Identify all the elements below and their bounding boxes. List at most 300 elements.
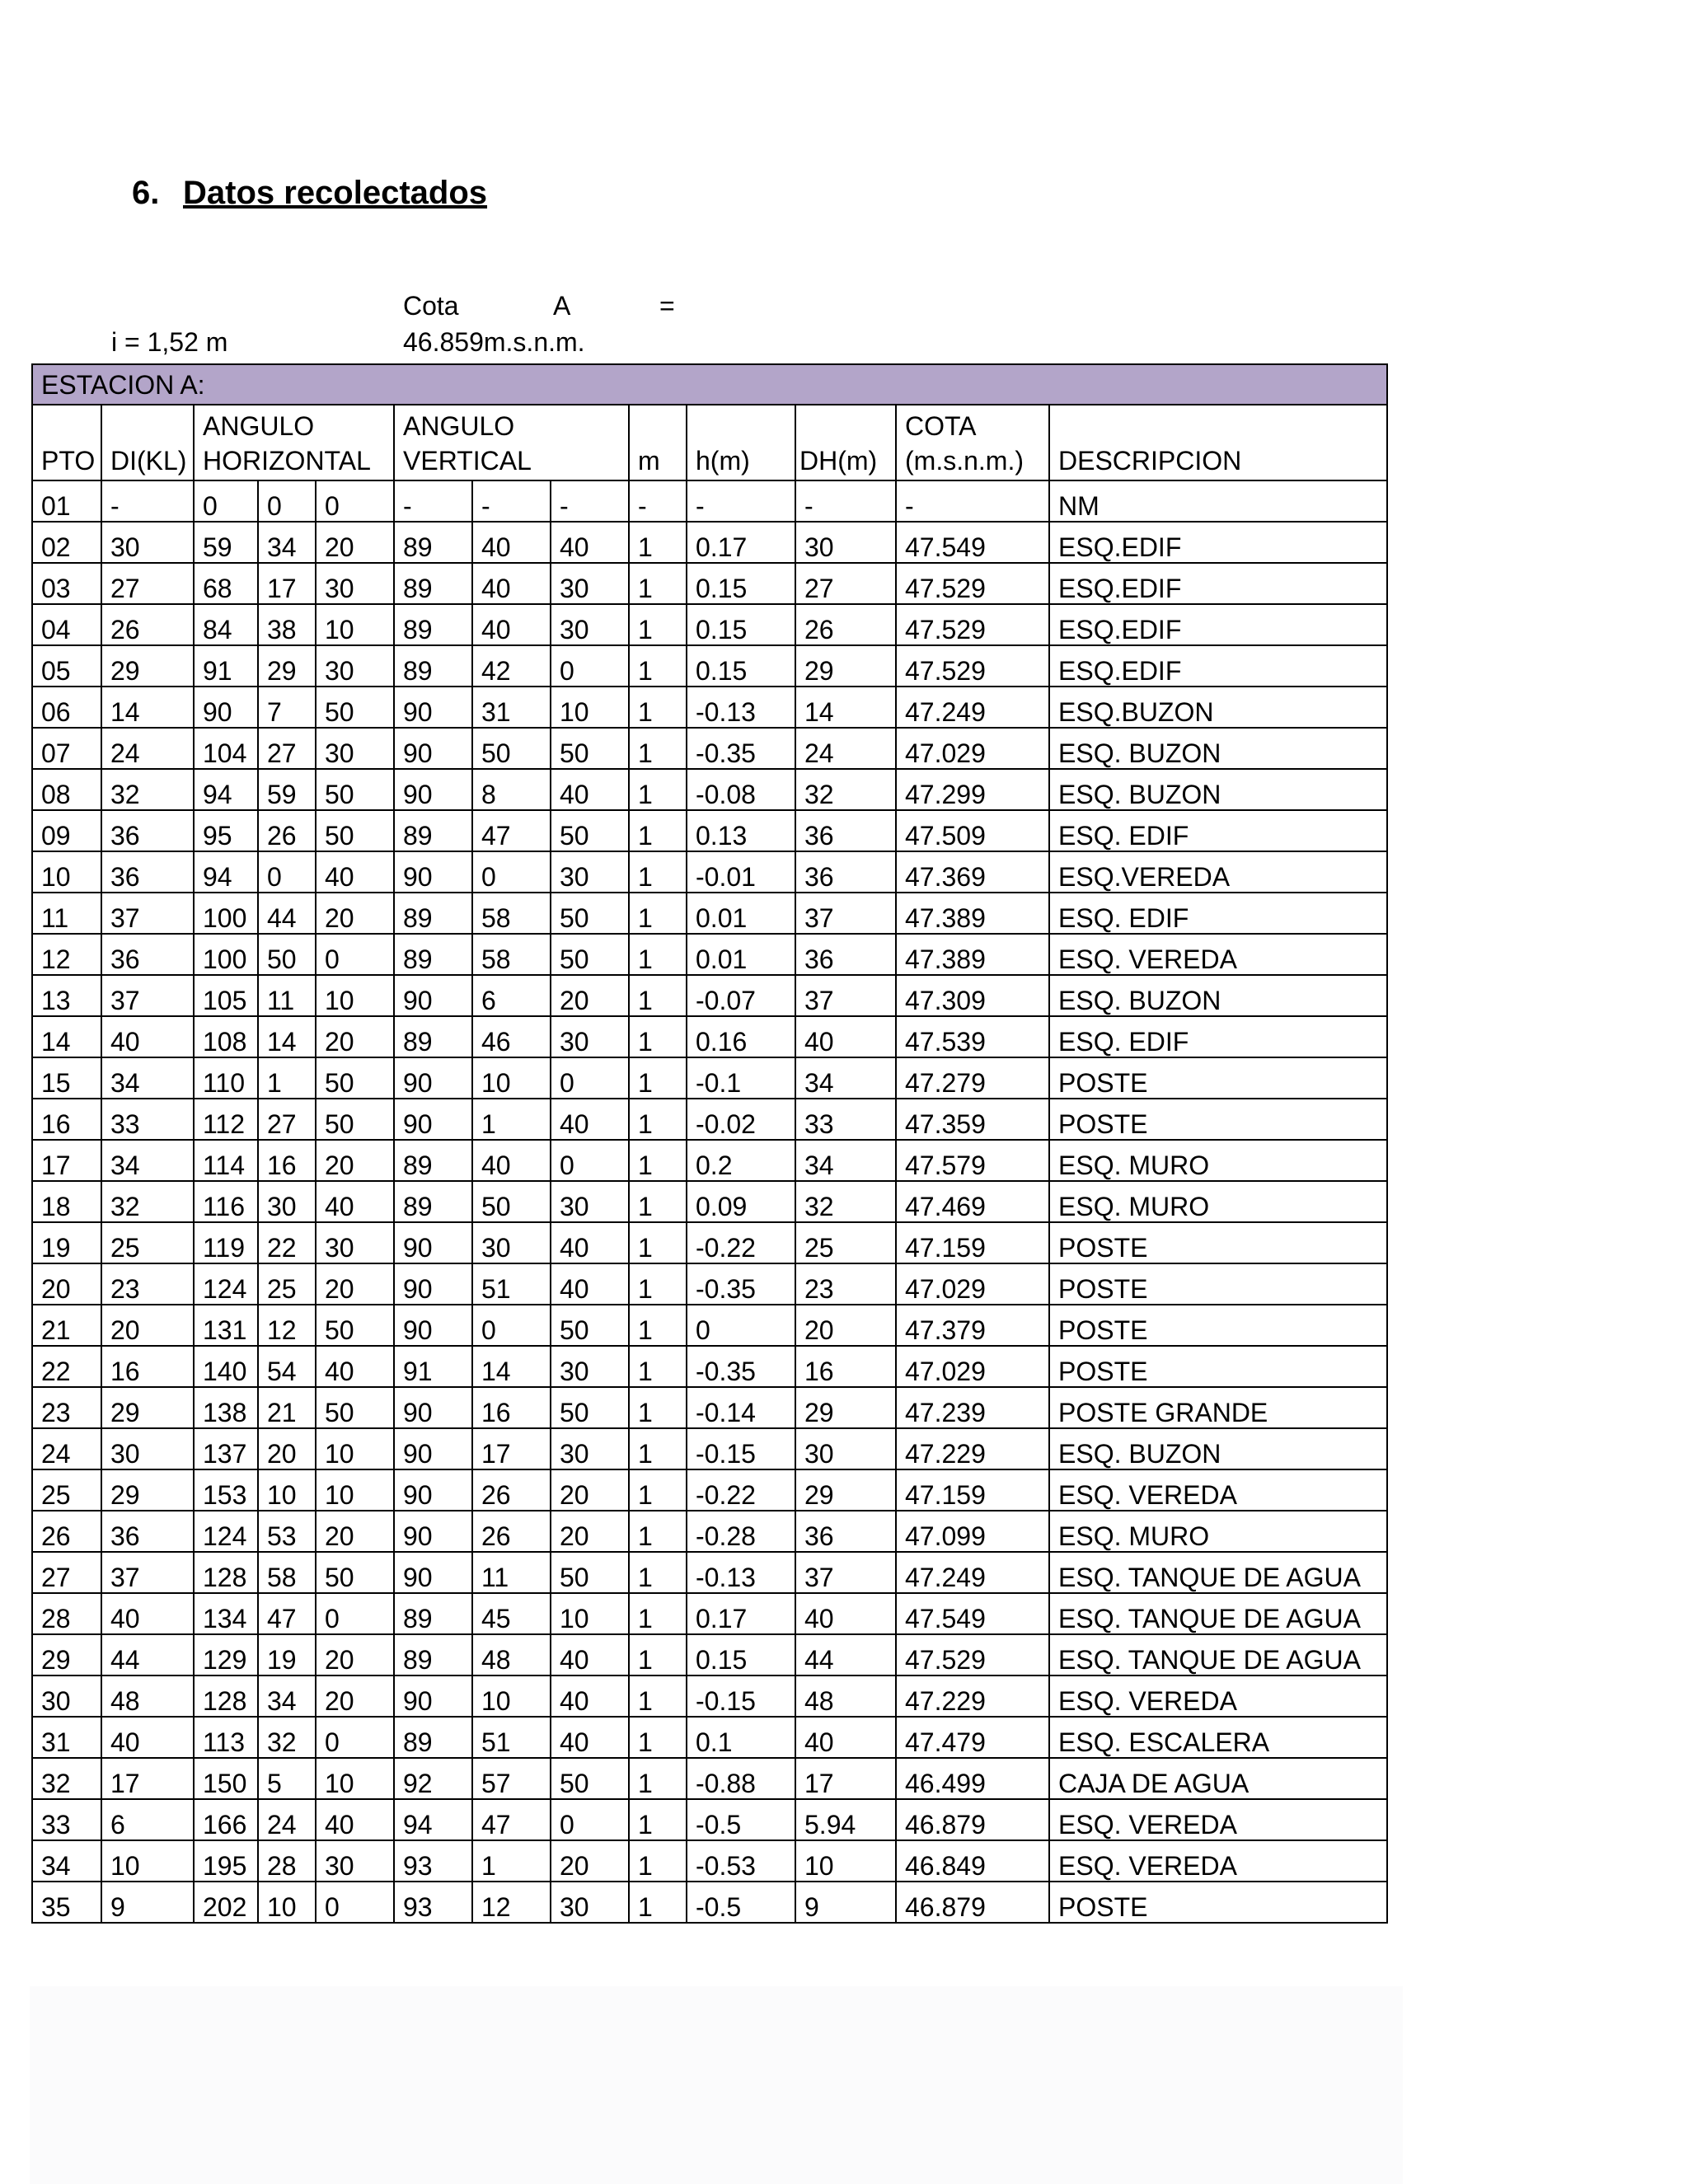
cell-ang-h-sec: 30 xyxy=(316,563,394,604)
cell-ang-h-min: 58 xyxy=(258,1552,316,1593)
station-label: ESTACION A: xyxy=(32,364,1387,405)
cell-m: 1 xyxy=(629,645,687,687)
cell-ang-v-sec: 30 xyxy=(551,563,629,604)
cell-descripcion: ESQ. EDIF xyxy=(1049,810,1387,851)
cell-ang-h-deg: 129 xyxy=(194,1634,258,1675)
cell-ang-v-min: 6 xyxy=(472,975,551,1016)
cell-ang-v-sec: 50 xyxy=(551,810,629,851)
cell-di: 48 xyxy=(101,1675,194,1717)
cell-pto: 27 xyxy=(32,1552,101,1593)
cell-dh: 34 xyxy=(795,1140,896,1181)
cell-cota: 47.529 xyxy=(896,604,1049,645)
cell-ang-v-deg: 90 xyxy=(394,687,472,728)
table-row xyxy=(32,1758,1387,1799)
cell-ang-v-deg: 94 xyxy=(394,1799,472,1840)
cell-dh: 40 xyxy=(795,1717,896,1758)
survey-data-table xyxy=(31,363,1388,1924)
cell-h: 0.1 xyxy=(687,1717,795,1758)
cell-ang-h-min: 47 xyxy=(258,1593,316,1634)
cell-ang-v-sec: 0 xyxy=(551,645,629,687)
cell-ang-h-min: 28 xyxy=(258,1840,316,1882)
table-row xyxy=(32,1099,1387,1140)
cell-ang-v-min: 40 xyxy=(472,604,551,645)
cell-ang-h-min: 12 xyxy=(258,1305,316,1346)
cell-dh: 36 xyxy=(795,810,896,851)
cell-ang-v-deg: 89 xyxy=(394,604,472,645)
cell-ang-v-min: 57 xyxy=(472,1758,551,1799)
cell-cota: 46.849 xyxy=(896,1840,1049,1882)
cell-ang-h-min: 26 xyxy=(258,810,316,851)
cell-ang-h-deg: 113 xyxy=(194,1717,258,1758)
cell-h: 0.2 xyxy=(687,1140,795,1181)
cell-ang-h-deg: 124 xyxy=(194,1511,258,1552)
cell-cota: 47.539 xyxy=(896,1016,1049,1057)
cell-ang-h-sec: 40 xyxy=(316,1181,394,1222)
cell-ang-h-deg: 128 xyxy=(194,1552,258,1593)
cell-ang-h-min: 50 xyxy=(258,934,316,975)
cell-ang-v-sec: 20 xyxy=(551,1840,629,1882)
cell-ang-h-min: 54 xyxy=(258,1346,316,1387)
cell-h: 0.15 xyxy=(687,604,795,645)
cell-descripcion: POSTE xyxy=(1049,1305,1387,1346)
table-row xyxy=(32,687,1387,728)
cell-ang-h-deg: 124 xyxy=(194,1263,258,1305)
cell-ang-h-sec: 30 xyxy=(316,1840,394,1882)
cell-ang-v-min: 46 xyxy=(472,1016,551,1057)
cell-ang-v-deg: 90 xyxy=(394,1263,472,1305)
cell-h: 0.15 xyxy=(687,1634,795,1675)
cell-ang-h-sec: 0 xyxy=(316,1593,394,1634)
cell-h: -0.53 xyxy=(687,1840,795,1882)
cell-di: 27 xyxy=(101,563,194,604)
cell-ang-h-sec: 50 xyxy=(316,687,394,728)
cell-ang-v-sec: 50 xyxy=(551,1758,629,1799)
cell-ang-h-sec: 40 xyxy=(316,1799,394,1840)
cell-m: 1 xyxy=(629,975,687,1016)
cell-ang-h-deg: 105 xyxy=(194,975,258,1016)
cell-h: -0.28 xyxy=(687,1511,795,1552)
cell-pto: 14 xyxy=(32,1016,101,1057)
cell-ang-v-sec: 30 xyxy=(551,851,629,893)
cell-ang-h-deg: 95 xyxy=(194,810,258,851)
cell-h: -0.15 xyxy=(687,1675,795,1717)
cell-descripcion: ESQ. TANQUE DE AGUA xyxy=(1049,1593,1387,1634)
cell-ang-v-deg: 89 xyxy=(394,1634,472,1675)
cell-m: 1 xyxy=(629,1057,687,1099)
cell-ang-h-min: 53 xyxy=(258,1511,316,1552)
cell-ang-v-deg: 90 xyxy=(394,851,472,893)
cell-m: 1 xyxy=(629,851,687,893)
cell-m: 1 xyxy=(629,1387,687,1428)
cell-m: 1 xyxy=(629,810,687,851)
cell-ang-h-sec: 0 xyxy=(316,934,394,975)
cell-pto: 12 xyxy=(32,934,101,975)
cell-ang-h-sec: 0 xyxy=(316,1717,394,1758)
cell-ang-v-sec: 20 xyxy=(551,975,629,1016)
cell-descripcion: ESQ. EDIF xyxy=(1049,1016,1387,1057)
cell-ang-v-deg: 89 xyxy=(394,1016,472,1057)
cell-ang-h-min: 25 xyxy=(258,1263,316,1305)
cell-ang-v-deg: 90 xyxy=(394,769,472,810)
cell-descripcion: ESQ. VEREDA xyxy=(1049,1675,1387,1717)
col-header-descripcion: DESCRIPCION xyxy=(1049,405,1387,480)
cell-m: 1 xyxy=(629,687,687,728)
cell-ang-h-sec: 20 xyxy=(316,893,394,934)
cell-cota: 47.529 xyxy=(896,1634,1049,1675)
cell-cota: 47.159 xyxy=(896,1222,1049,1263)
cell-descripcion: ESQ.EDIF xyxy=(1049,563,1387,604)
cell-dh: 36 xyxy=(795,1511,896,1552)
table-row xyxy=(32,1840,1387,1882)
cell-m: 1 xyxy=(629,1552,687,1593)
cell-h: -0.22 xyxy=(687,1469,795,1511)
cell-ang-v-min: 26 xyxy=(472,1469,551,1511)
cell-m: 1 xyxy=(629,1181,687,1222)
elevation-value: 46.859m.s.n.m. xyxy=(403,327,585,357)
table-row xyxy=(32,1387,1387,1428)
cell-ang-h-sec: 0 xyxy=(316,1882,394,1923)
cell-ang-h-deg: 100 xyxy=(194,893,258,934)
cell-ang-v-deg: 93 xyxy=(394,1840,472,1882)
cell-pto: 10 xyxy=(32,851,101,893)
cell-ang-v-sec: 40 xyxy=(551,1675,629,1717)
cell-ang-h-min: 11 xyxy=(258,975,316,1016)
cell-ang-v-min: 40 xyxy=(472,1140,551,1181)
cell-ang-h-min: 44 xyxy=(258,893,316,934)
cell-ang-h-sec: 20 xyxy=(316,1675,394,1717)
cell-cota: 47.479 xyxy=(896,1717,1049,1758)
cell-ang-h-deg: 195 xyxy=(194,1840,258,1882)
cell-dh: 36 xyxy=(795,851,896,893)
cell-ang-v-min: 42 xyxy=(472,645,551,687)
cell-ang-h-sec: 40 xyxy=(316,1346,394,1387)
cell-ang-v-deg: 89 xyxy=(394,1181,472,1222)
cell-pto: 24 xyxy=(32,1428,101,1469)
cell-dh: 30 xyxy=(795,522,896,563)
cell-ang-v-sec: 40 xyxy=(551,769,629,810)
cell-ang-v-deg: 90 xyxy=(394,1469,472,1511)
cell-cota: 47.509 xyxy=(896,810,1049,851)
cell-m: - xyxy=(629,480,687,522)
cell-ang-h-deg: 0 xyxy=(194,480,258,522)
cell-cota: 47.309 xyxy=(896,975,1049,1016)
cell-ang-h-deg: 150 xyxy=(194,1758,258,1799)
cell-m: 1 xyxy=(629,1840,687,1882)
cell-descripcion: ESQ. BUZON xyxy=(1049,769,1387,810)
cell-ang-v-min: 16 xyxy=(472,1387,551,1428)
cell-di: 23 xyxy=(101,1263,194,1305)
cell-ang-v-min: - xyxy=(472,480,551,522)
cell-di: 30 xyxy=(101,1428,194,1469)
cell-m: 1 xyxy=(629,1717,687,1758)
cell-pto: 29 xyxy=(32,1634,101,1675)
col-header-di: DI(KL) xyxy=(101,405,194,480)
cell-cota: 47.529 xyxy=(896,645,1049,687)
cell-h: 0.01 xyxy=(687,893,795,934)
cell-pto: 31 xyxy=(32,1717,101,1758)
table-row xyxy=(32,893,1387,934)
cell-m: 1 xyxy=(629,769,687,810)
cell-ang-h-deg: 91 xyxy=(194,645,258,687)
cell-m: 1 xyxy=(629,1799,687,1840)
cell-ang-v-deg: 90 xyxy=(394,1675,472,1717)
cell-ang-v-deg: 90 xyxy=(394,1099,472,1140)
cell-m: 1 xyxy=(629,1634,687,1675)
cell-cota: 47.379 xyxy=(896,1305,1049,1346)
cell-ang-v-sec: 40 xyxy=(551,1717,629,1758)
cell-m: 1 xyxy=(629,1263,687,1305)
cell-ang-h-min: 19 xyxy=(258,1634,316,1675)
cell-descripcion: CAJA DE AGUA xyxy=(1049,1758,1387,1799)
cell-dh: 17 xyxy=(795,1758,896,1799)
table-row xyxy=(32,1511,1387,1552)
cell-ang-h-sec: 0 xyxy=(316,480,394,522)
cell-dh: 48 xyxy=(795,1675,896,1717)
cell-ang-h-min: 59 xyxy=(258,769,316,810)
cell-ang-h-deg: 68 xyxy=(194,563,258,604)
cell-pto: 33 xyxy=(32,1799,101,1840)
cell-ang-h-deg: 140 xyxy=(194,1346,258,1387)
cell-descripcion: ESQ. VEREDA xyxy=(1049,1799,1387,1840)
cell-ang-v-min: 51 xyxy=(472,1263,551,1305)
cell-dh: 20 xyxy=(795,1305,896,1346)
cell-ang-h-sec: 20 xyxy=(316,522,394,563)
table-row xyxy=(32,1016,1387,1057)
cell-ang-v-min: 45 xyxy=(472,1593,551,1634)
cell-h: -0.07 xyxy=(687,975,795,1016)
cell-ang-v-min: 47 xyxy=(472,810,551,851)
cell-di: 37 xyxy=(101,1552,194,1593)
cell-h: -0.5 xyxy=(687,1799,795,1840)
table-row xyxy=(32,728,1387,769)
cell-ang-h-deg: 128 xyxy=(194,1675,258,1717)
cell-ang-h-sec: 30 xyxy=(316,645,394,687)
cell-pto: 16 xyxy=(32,1099,101,1140)
cell-h: 0.17 xyxy=(687,522,795,563)
cell-ang-v-min: 1 xyxy=(472,1840,551,1882)
cell-ang-h-sec: 20 xyxy=(316,1634,394,1675)
cell-ang-h-min: 10 xyxy=(258,1882,316,1923)
cell-ang-h-min: 34 xyxy=(258,522,316,563)
cell-ang-h-min: 21 xyxy=(258,1387,316,1428)
cell-ang-v-min: 0 xyxy=(472,851,551,893)
cell-ang-h-sec: 20 xyxy=(316,1263,394,1305)
cell-ang-h-deg: 90 xyxy=(194,687,258,728)
cell-dh: 27 xyxy=(795,563,896,604)
cell-descripcion: POSTE xyxy=(1049,1882,1387,1923)
col-header-m: m xyxy=(629,405,687,480)
cell-ang-v-min: 12 xyxy=(472,1882,551,1923)
cell-ang-h-sec: 30 xyxy=(316,728,394,769)
cell-descripcion: ESQ. VEREDA xyxy=(1049,1840,1387,1882)
cell-ang-h-deg: 119 xyxy=(194,1222,258,1263)
cell-ang-h-min: 20 xyxy=(258,1428,316,1469)
cell-ang-v-deg: 89 xyxy=(394,810,472,851)
cell-h: - xyxy=(687,480,795,522)
cell-pto: 26 xyxy=(32,1511,101,1552)
cell-h: 0.16 xyxy=(687,1016,795,1057)
cell-m: 1 xyxy=(629,1882,687,1923)
cell-ang-v-min: 40 xyxy=(472,522,551,563)
cell-h: -0.35 xyxy=(687,1263,795,1305)
cell-h: -0.13 xyxy=(687,687,795,728)
cell-descripcion: ESQ.EDIF xyxy=(1049,522,1387,563)
cell-m: 1 xyxy=(629,522,687,563)
cell-ang-h-sec: 30 xyxy=(316,1222,394,1263)
cell-pto: 03 xyxy=(32,563,101,604)
cell-cota: 47.279 xyxy=(896,1057,1049,1099)
cell-di: 36 xyxy=(101,810,194,851)
cell-m: 1 xyxy=(629,1346,687,1387)
table-row xyxy=(32,1552,1387,1593)
cell-pto: 06 xyxy=(32,687,101,728)
elevation-equals: = xyxy=(659,291,675,321)
table-row xyxy=(32,1593,1387,1634)
cell-descripcion: ESQ. MURO xyxy=(1049,1140,1387,1181)
cell-di: 32 xyxy=(101,769,194,810)
cell-descripcion: ESQ.VEREDA xyxy=(1049,851,1387,893)
cell-cota: 47.249 xyxy=(896,1552,1049,1593)
cell-cota: 47.029 xyxy=(896,1346,1049,1387)
cell-ang-v-sec: 30 xyxy=(551,1346,629,1387)
cell-di: 16 xyxy=(101,1346,194,1387)
cell-ang-h-sec: 20 xyxy=(316,1016,394,1057)
cell-descripcion: ESQ. TANQUE DE AGUA xyxy=(1049,1634,1387,1675)
cell-ang-v-deg: 90 xyxy=(394,1387,472,1428)
cell-ang-v-deg: 90 xyxy=(394,728,472,769)
instrument-height: i = 1,52 m xyxy=(111,327,228,357)
cell-ang-h-deg: 110 xyxy=(194,1057,258,1099)
cell-ang-h-min: 5 xyxy=(258,1758,316,1799)
cell-ang-h-sec: 50 xyxy=(316,810,394,851)
cell-ang-v-sec: 40 xyxy=(551,1634,629,1675)
cell-h: -0.35 xyxy=(687,728,795,769)
cell-di: 9 xyxy=(101,1882,194,1923)
cell-ang-h-min: 0 xyxy=(258,851,316,893)
cell-di: 36 xyxy=(101,851,194,893)
table-row xyxy=(32,975,1387,1016)
cell-ang-v-sec: 40 xyxy=(551,522,629,563)
cell-di: 10 xyxy=(101,1840,194,1882)
cell-ang-h-min: 14 xyxy=(258,1016,316,1057)
cell-h: -0.08 xyxy=(687,769,795,810)
cell-di: 36 xyxy=(101,934,194,975)
cell-h: -0.14 xyxy=(687,1387,795,1428)
cell-m: 1 xyxy=(629,1305,687,1346)
cell-ang-h-deg: 114 xyxy=(194,1140,258,1181)
cell-descripcion: NM xyxy=(1049,480,1387,522)
cell-dh: 23 xyxy=(795,1263,896,1305)
cell-cota: 47.299 xyxy=(896,769,1049,810)
cell-m: 1 xyxy=(629,934,687,975)
cell-descripcion: POSTE GRANDE xyxy=(1049,1387,1387,1428)
section-number: 6. xyxy=(132,175,160,211)
cell-m: 1 xyxy=(629,1758,687,1799)
cell-dh: 37 xyxy=(795,893,896,934)
cell-ang-v-deg: - xyxy=(394,480,472,522)
cell-di: - xyxy=(101,480,194,522)
table-row xyxy=(32,480,1387,522)
cell-descripcion: ESQ. VEREDA xyxy=(1049,1469,1387,1511)
elevation-point: A xyxy=(553,291,571,321)
cell-dh: 37 xyxy=(795,1552,896,1593)
cell-h: -0.01 xyxy=(687,851,795,893)
table-row xyxy=(32,645,1387,687)
cell-pto: 01 xyxy=(32,480,101,522)
cell-ang-h-min: 32 xyxy=(258,1717,316,1758)
cell-dh: 34 xyxy=(795,1057,896,1099)
cell-dh: 10 xyxy=(795,1840,896,1882)
cell-cota: 47.389 xyxy=(896,934,1049,975)
cell-h: 0.13 xyxy=(687,810,795,851)
cell-dh: 24 xyxy=(795,728,896,769)
cell-m: 1 xyxy=(629,1593,687,1634)
cell-h: -0.88 xyxy=(687,1758,795,1799)
table-row xyxy=(32,563,1387,604)
cell-ang-v-sec: 40 xyxy=(551,1099,629,1140)
cell-ang-h-sec: 10 xyxy=(316,1758,394,1799)
cell-m: 1 xyxy=(629,893,687,934)
station-row xyxy=(32,364,1387,405)
cell-dh: 30 xyxy=(795,1428,896,1469)
cell-ang-h-deg: 202 xyxy=(194,1882,258,1923)
cell-pto: 09 xyxy=(32,810,101,851)
cell-m: 1 xyxy=(629,1099,687,1140)
cell-di: 29 xyxy=(101,645,194,687)
cell-pto: 05 xyxy=(32,645,101,687)
table-row xyxy=(32,934,1387,975)
cell-ang-h-deg: 94 xyxy=(194,769,258,810)
cell-ang-h-min: 27 xyxy=(258,1099,316,1140)
cell-cota: 46.879 xyxy=(896,1882,1049,1923)
cell-di: 26 xyxy=(101,604,194,645)
cell-descripcion: ESQ. BUZON xyxy=(1049,1428,1387,1469)
cell-dh: 40 xyxy=(795,1593,896,1634)
cell-h: -0.35 xyxy=(687,1346,795,1387)
cell-di: 6 xyxy=(101,1799,194,1840)
cell-ang-h-deg: 134 xyxy=(194,1593,258,1634)
cell-pto: 18 xyxy=(32,1181,101,1222)
cell-dh: 25 xyxy=(795,1222,896,1263)
cell-cota: 47.529 xyxy=(896,563,1049,604)
cell-ang-v-sec: 30 xyxy=(551,1428,629,1469)
cell-h: -0.22 xyxy=(687,1222,795,1263)
cell-ang-h-sec: 20 xyxy=(316,1511,394,1552)
cell-cota: 47.469 xyxy=(896,1181,1049,1222)
cell-dh: 29 xyxy=(795,1387,896,1428)
cell-di: 25 xyxy=(101,1222,194,1263)
page-footer-area xyxy=(30,1986,1403,2184)
cell-ang-h-sec: 10 xyxy=(316,975,394,1016)
cell-cota: 47.029 xyxy=(896,728,1049,769)
cell-ang-h-sec: 50 xyxy=(316,1552,394,1593)
cell-ang-v-sec: 50 xyxy=(551,728,629,769)
cell-descripcion: ESQ. EDIF xyxy=(1049,893,1387,934)
cell-m: 1 xyxy=(629,604,687,645)
cell-descripcion: POSTE xyxy=(1049,1099,1387,1140)
cell-ang-v-sec: 50 xyxy=(551,934,629,975)
cell-ang-v-deg: 89 xyxy=(394,563,472,604)
table-row xyxy=(32,1717,1387,1758)
cell-ang-v-deg: 89 xyxy=(394,893,472,934)
cell-ang-h-deg: 131 xyxy=(194,1305,258,1346)
cell-ang-h-sec: 50 xyxy=(316,769,394,810)
cell-ang-v-sec: 10 xyxy=(551,1593,629,1634)
cell-ang-v-min: 8 xyxy=(472,769,551,810)
cell-dh: 32 xyxy=(795,769,896,810)
table-row xyxy=(32,1799,1387,1840)
cell-cota: 47.249 xyxy=(896,687,1049,728)
